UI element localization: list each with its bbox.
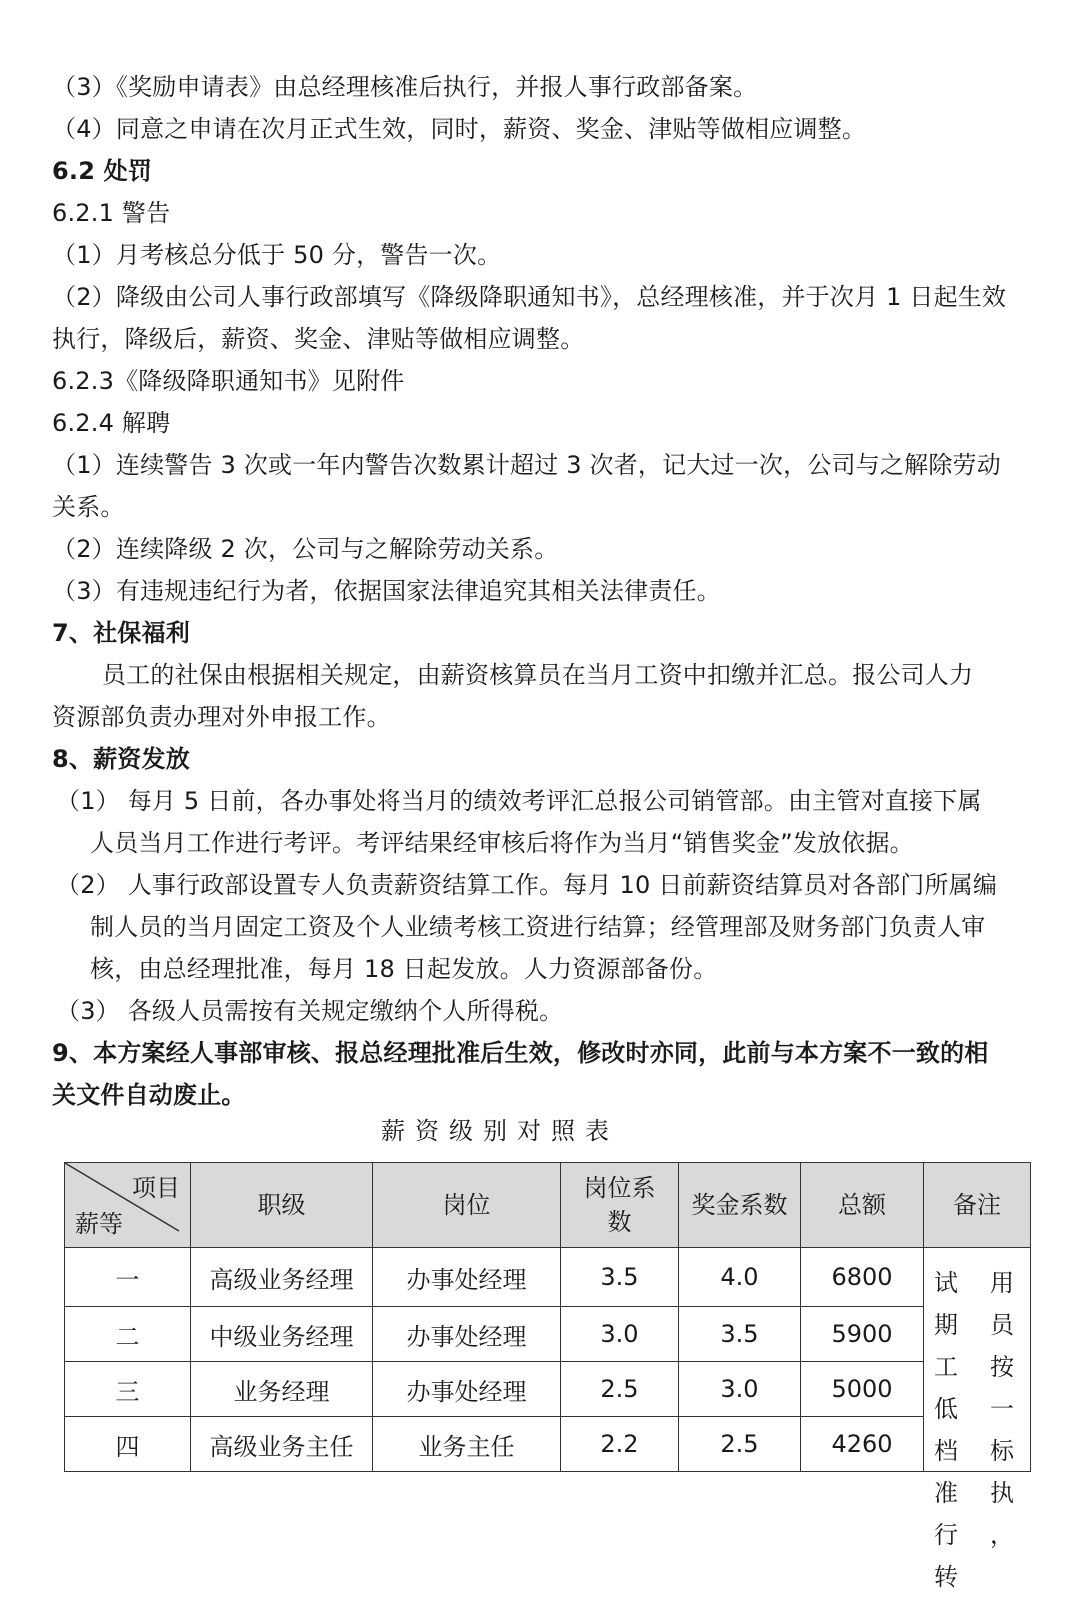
header-cell: 奖金系数 bbox=[679, 1163, 801, 1248]
table-cell: 3.5 bbox=[561, 1248, 679, 1307]
section-heading: 9、本方案经人事部审核、报总经理批准后生效，修改时亦同，此前与本方案不一致的相 bbox=[52, 1039, 989, 1067]
text-line: 人员当月工作进行考评。考评结果经审核后将作为当月“销售奖金”发放依据。 bbox=[90, 829, 914, 857]
table-cell: 4260 bbox=[801, 1417, 924, 1472]
table-cell: 高级业务经理 bbox=[191, 1248, 373, 1307]
table-cell: 5000 bbox=[801, 1362, 924, 1417]
text-line: 员工的社保由根据相关规定，由薪资核算员在当月工资中扣缴并汇总。报公司人力 bbox=[102, 661, 974, 689]
table-cell: 四 bbox=[65, 1417, 191, 1472]
subsection-heading: 6.2.3《降级降职通知书》见附件 bbox=[52, 367, 405, 395]
subsection-heading: 6.2.1 警告 bbox=[52, 199, 171, 227]
text-line: （2）连续降级 2 次，公司与之解除劳动关系。 bbox=[52, 535, 559, 563]
table-cell: 6800 bbox=[801, 1248, 924, 1307]
section-heading: 关文件自动废止。 bbox=[52, 1081, 246, 1109]
header-cell: 总额 bbox=[801, 1163, 924, 1248]
section-heading: 6.2 处罚 bbox=[52, 157, 153, 185]
table-row bbox=[65, 1248, 1031, 1307]
table-cell: 2.5 bbox=[561, 1362, 679, 1417]
text-line: 关系。 bbox=[52, 493, 125, 521]
text-line: 核，由总经理批准，每月 18 日起发放。人力资源部备份。 bbox=[90, 955, 718, 983]
header-item-label: 项目 bbox=[132, 1174, 180, 1202]
table-cell: 4.0 bbox=[679, 1248, 801, 1307]
table-cell: 2.5 bbox=[679, 1417, 801, 1472]
salary-level-table bbox=[64, 1162, 1031, 1591]
table-row bbox=[65, 1362, 1031, 1417]
table-cell: 三 bbox=[65, 1362, 191, 1417]
table-cell: 办事处经理 bbox=[373, 1307, 561, 1362]
table-title: 薪资级别对照表 bbox=[381, 1117, 619, 1145]
text-line: （2）降级由公司人事行政部填写《降级降职通知书》，总经理核准，并于次月 1 日起生效 bbox=[52, 283, 1007, 311]
text-line: 制人员的当月固定工资及个人业绩考核工资进行结算；经管理部及财务部门负责人审 bbox=[90, 913, 986, 941]
text-line: （1）连续警告 3 次或一年内警告次数累计超过 3 次者，记大过一次，公司与之解除劳动 bbox=[52, 451, 1001, 479]
table-cell: 2.2 bbox=[561, 1417, 679, 1472]
table-cell: 高级业务主任 bbox=[191, 1417, 373, 1472]
text-line: （1）月考核总分低于 50 分，警告一次。 bbox=[52, 241, 502, 269]
table-cell: 业务主任 bbox=[373, 1417, 561, 1472]
table-row bbox=[65, 1307, 1031, 1362]
table-cell: 5900 bbox=[801, 1307, 924, 1362]
header-grade-label: 薪等 bbox=[75, 1210, 123, 1238]
header-cell: 职级 bbox=[191, 1163, 373, 1248]
table-cell: 3.0 bbox=[679, 1362, 801, 1417]
text-line: （3）《奖励申请表》由总经理核准后执行，并报人事行政部备案。 bbox=[52, 73, 758, 101]
table-cell: 3.0 bbox=[561, 1307, 679, 1362]
text-line: 执行，降级后，薪资、奖金、津贴等做相应调整。 bbox=[52, 325, 585, 353]
section-heading: 7、社保福利 bbox=[52, 619, 190, 647]
header-cell: 岗位 bbox=[373, 1163, 561, 1248]
table-cell: 3.5 bbox=[679, 1307, 801, 1362]
text-line: （1） 每月 5 日前，各办事处将当月的绩效考评汇总报公司销管部。由主管对直接下属 bbox=[56, 787, 982, 815]
section-heading: 8、薪资发放 bbox=[52, 745, 190, 773]
remark-cell bbox=[924, 1248, 1031, 1591]
table-cell: 办事处经理 bbox=[373, 1248, 561, 1307]
header-cell: 岗位系数 bbox=[561, 1163, 679, 1248]
table-cell: 办事处经理 bbox=[373, 1362, 561, 1417]
text-line: （3） 各级人员需按有关规定缴纳个人所得税。 bbox=[56, 997, 564, 1025]
header-cell: 备注 bbox=[924, 1163, 1031, 1248]
text-line: （4）同意之申请在次月正式生效，同时，薪资、奖金、津贴等做相应调整。 bbox=[52, 115, 867, 143]
table-row bbox=[65, 1417, 1031, 1472]
text-line: 资源部负责办理对外申报工作。 bbox=[52, 703, 391, 731]
table-cell: 二 bbox=[65, 1307, 191, 1362]
table-cell: 中级业务经理 bbox=[191, 1307, 373, 1362]
diagonal-header-cell bbox=[65, 1163, 191, 1248]
text-line: （2） 人事行政部设置专人负责薪资结算工作。每月 10 日前薪资结算员对各部门所属编 bbox=[56, 871, 998, 899]
subsection-heading: 6.2.4 解聘 bbox=[52, 409, 171, 437]
table-header-row bbox=[65, 1163, 1031, 1248]
text-line: （3）有违规违纪行为者，依据国家法律追究其相关法律责任。 bbox=[52, 577, 721, 605]
table-cell: 一 bbox=[65, 1248, 191, 1307]
table-cell: 业务经理 bbox=[191, 1362, 373, 1417]
remark-text: 试用期员工按低一档标准执行，转 bbox=[934, 1269, 1020, 1591]
